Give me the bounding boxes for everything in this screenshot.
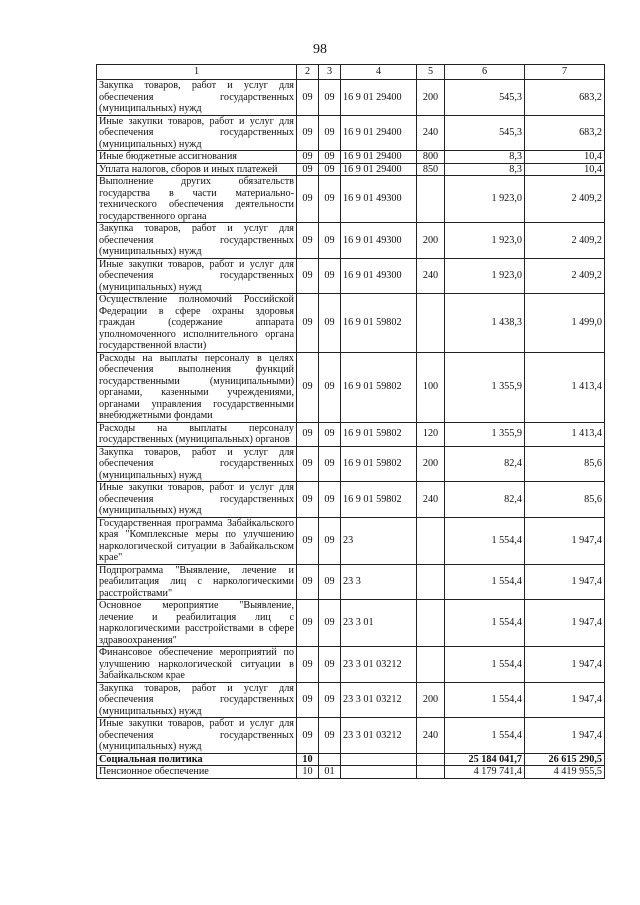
cell-section: 09 [297, 422, 319, 446]
cell-name: Социальная политика [97, 753, 297, 766]
table-row [97, 517, 605, 564]
cell-amount-year2: 10,4 [525, 163, 605, 176]
table-row [97, 600, 605, 647]
cell-subsection: 09 [319, 446, 341, 482]
cell-expense-type: 240 [417, 482, 445, 518]
cell-amount-year2: 2 409,2 [525, 258, 605, 294]
cell-subsection: 09 [319, 151, 341, 164]
cell-expense-type [417, 564, 445, 600]
table-row [97, 163, 605, 176]
cell-expense-type: 240 [417, 115, 445, 151]
cell-subsection: 09 [319, 482, 341, 518]
cell-target-code: 23 3 01 03212 [341, 647, 417, 683]
page-number: 98 [313, 42, 327, 57]
cell-target-code: 16 9 01 29400 [341, 80, 417, 116]
cell-section: 09 [297, 718, 319, 754]
header-row [97, 65, 605, 80]
cell-section: 09 [297, 151, 319, 164]
cell-amount-year1: 4 179 741,4 [445, 766, 525, 779]
cell-expense-type: 120 [417, 422, 445, 446]
cell-section: 09 [297, 600, 319, 647]
header-cell: 2 [297, 65, 319, 80]
cell-target-code: 16 9 01 49300 [341, 176, 417, 223]
cell-section: 09 [297, 223, 319, 259]
cell-target-code: 23 3 01 [341, 600, 417, 647]
cell-expense-type: 850 [417, 163, 445, 176]
cell-name: Осуществление полномочий Российской Федерации в сфере охраны здоровья граждан (содержание аппарата уполномоченного исполнительного органа государственной власти) [97, 294, 297, 353]
cell-amount-year1: 545,3 [445, 80, 525, 116]
cell-amount-year1: 82,4 [445, 482, 525, 518]
cell-target-code: 16 9 01 49300 [341, 223, 417, 259]
cell-expense-type [417, 753, 445, 766]
header-cell: 7 [525, 65, 605, 80]
cell-expense-type: 240 [417, 718, 445, 754]
cell-subsection: 09 [319, 600, 341, 647]
table-row [97, 753, 605, 766]
cell-expense-type [417, 766, 445, 779]
cell-amount-year1: 1 554,4 [445, 718, 525, 754]
cell-subsection: 09 [319, 223, 341, 259]
cell-name: Иные закупки товаров, работ и услуг для обеспечения государственных (муниципальных) нужд [97, 115, 297, 151]
cell-section: 09 [297, 647, 319, 683]
cell-target-code: 16 9 01 29400 [341, 163, 417, 176]
cell-subsection: 09 [319, 294, 341, 353]
cell-name: Иные бюджетные ассигнования [97, 151, 297, 164]
cell-section: 09 [297, 163, 319, 176]
cell-amount-year2: 1 413,4 [525, 422, 605, 446]
cell-target-code [341, 753, 417, 766]
cell-amount-year1: 1 554,4 [445, 682, 525, 718]
cell-name: Расходы на выплаты персоналу государственных (муниципальных) органов [97, 422, 297, 446]
table-row [97, 446, 605, 482]
cell-section: 09 [297, 446, 319, 482]
cell-subsection: 01 [319, 766, 341, 779]
cell-amount-year2: 10,4 [525, 151, 605, 164]
cell-target-code: 16 9 01 59802 [341, 446, 417, 482]
table-row [97, 258, 605, 294]
cell-target-code: 16 9 01 49300 [341, 258, 417, 294]
cell-subsection: 09 [319, 352, 341, 422]
cell-amount-year2: 1 947,4 [525, 564, 605, 600]
table-row [97, 766, 605, 779]
cell-name: Выполнение других обязательств государства в части материально-технического обеспечения деятельности государственного органа [97, 176, 297, 223]
cell-target-code: 16 9 01 59802 [341, 352, 417, 422]
cell-section: 09 [297, 176, 319, 223]
cell-name: Расходы на выплаты персоналу в целях обеспечения выполнения функций государственными (муниципальными) органами, казенными учреждениями, органами управления государственными внебюджетными фондами [97, 352, 297, 422]
cell-subsection: 09 [319, 682, 341, 718]
table-row [97, 422, 605, 446]
header-cell: 1 [97, 65, 297, 80]
cell-subsection: 09 [319, 80, 341, 116]
header-cell: 6 [445, 65, 525, 80]
cell-amount-year1: 545,3 [445, 115, 525, 151]
cell-target-code: 23 3 [341, 564, 417, 600]
cell-section: 10 [297, 753, 319, 766]
cell-amount-year2: 85,6 [525, 446, 605, 482]
cell-target-code: 16 9 01 59802 [341, 294, 417, 353]
cell-name: Закупка товаров, работ и услуг для обеспечения государственных (муниципальных) нужд [97, 80, 297, 116]
cell-amount-year2: 683,2 [525, 80, 605, 116]
cell-section: 09 [297, 294, 319, 353]
cell-name: Финансовое обеспечение мероприятий по улучшению наркологической ситуации в Забайкальском крае [97, 647, 297, 683]
cell-expense-type [417, 647, 445, 683]
cell-amount-year1: 1 438,3 [445, 294, 525, 353]
cell-subsection: 09 [319, 647, 341, 683]
cell-expense-type: 200 [417, 223, 445, 259]
cell-section: 09 [297, 115, 319, 151]
table-row [97, 482, 605, 518]
cell-name: Подпрограмма "Выявление, лечение и реабилитация лиц с наркологическими расстройствами" [97, 564, 297, 600]
cell-amount-year2: 85,6 [525, 482, 605, 518]
table-row [97, 682, 605, 718]
cell-amount-year1: 1 554,4 [445, 600, 525, 647]
cell-target-code: 23 3 01 03212 [341, 718, 417, 754]
table-row [97, 80, 605, 116]
cell-subsection [319, 753, 341, 766]
cell-amount-year2: 4 419 955,5 [525, 766, 605, 779]
cell-name: Закупка товаров, работ и услуг для обеспечения государственных (муниципальных) нужд [97, 223, 297, 259]
cell-amount-year1: 1 923,0 [445, 223, 525, 259]
cell-subsection: 09 [319, 517, 341, 564]
budget-table [96, 64, 605, 779]
cell-section: 09 [297, 352, 319, 422]
cell-section: 09 [297, 482, 319, 518]
cell-amount-year2: 683,2 [525, 115, 605, 151]
cell-subsection: 09 [319, 176, 341, 223]
cell-amount-year1: 1 923,0 [445, 258, 525, 294]
cell-target-code: 16 9 01 29400 [341, 151, 417, 164]
cell-amount-year2: 1 947,4 [525, 517, 605, 564]
cell-expense-type: 100 [417, 352, 445, 422]
header-cell: 5 [417, 65, 445, 80]
cell-name: Иные закупки товаров, работ и услуг для обеспечения государственных (муниципальных) нужд [97, 718, 297, 754]
table-row [97, 564, 605, 600]
table-row [97, 718, 605, 754]
cell-amount-year1: 25 184 041,7 [445, 753, 525, 766]
cell-amount-year1: 1 923,0 [445, 176, 525, 223]
cell-amount-year1: 82,4 [445, 446, 525, 482]
cell-expense-type [417, 294, 445, 353]
cell-target-code [341, 766, 417, 779]
cell-amount-year1: 1 554,4 [445, 564, 525, 600]
cell-name: Закупка товаров, работ и услуг для обеспечения государственных (муниципальных) нужд [97, 682, 297, 718]
cell-expense-type: 200 [417, 80, 445, 116]
cell-name: Иные закупки товаров, работ и услуг для обеспечения государственных (муниципальных) нужд [97, 258, 297, 294]
cell-subsection: 09 [319, 115, 341, 151]
cell-name: Пенсионное обеспечение [97, 766, 297, 779]
cell-subsection: 09 [319, 258, 341, 294]
cell-amount-year1: 1 355,9 [445, 352, 525, 422]
cell-expense-type: 800 [417, 151, 445, 164]
cell-name: Закупка товаров, работ и услуг для обеспечения государственных (муниципальных) нужд [97, 446, 297, 482]
cell-expense-type: 200 [417, 446, 445, 482]
cell-name: Иные закупки товаров, работ и услуг для обеспечения государственных (муниципальных) нужд [97, 482, 297, 518]
cell-target-code: 23 3 01 03212 [341, 682, 417, 718]
cell-subsection: 09 [319, 163, 341, 176]
cell-amount-year2: 1 413,4 [525, 352, 605, 422]
cell-amount-year2: 1 947,4 [525, 682, 605, 718]
cell-section: 09 [297, 258, 319, 294]
table-row [97, 294, 605, 353]
header-cell: 4 [341, 65, 417, 80]
cell-amount-year2: 1 947,4 [525, 718, 605, 754]
table-row [97, 647, 605, 683]
table-row [97, 151, 605, 164]
cell-expense-type: 200 [417, 682, 445, 718]
cell-target-code: 16 9 01 29400 [341, 115, 417, 151]
cell-amount-year2: 2 409,2 [525, 176, 605, 223]
table-row [97, 176, 605, 223]
cell-name: Уплата налогов, сборов и иных платежей [97, 163, 297, 176]
cell-amount-year1: 8,3 [445, 151, 525, 164]
table-row [97, 223, 605, 259]
cell-section: 09 [297, 564, 319, 600]
cell-amount-year2: 1 947,4 [525, 647, 605, 683]
cell-expense-type: 240 [417, 258, 445, 294]
cell-name: Основное мероприятие "Выявление, лечение и реабилитация лиц с наркологическими расстройствами в сфере здравоохранения" [97, 600, 297, 647]
cell-target-code: 23 [341, 517, 417, 564]
cell-expense-type [417, 176, 445, 223]
cell-amount-year1: 1 355,9 [445, 422, 525, 446]
cell-amount-year1: 8,3 [445, 163, 525, 176]
cell-amount-year1: 1 554,4 [445, 517, 525, 564]
cell-target-code: 16 9 01 59802 [341, 482, 417, 518]
cell-section: 10 [297, 766, 319, 779]
cell-amount-year1: 1 554,4 [445, 647, 525, 683]
cell-amount-year2: 1 499,0 [525, 294, 605, 353]
cell-section: 09 [297, 80, 319, 116]
cell-target-code: 16 9 01 59802 [341, 422, 417, 446]
cell-subsection: 09 [319, 564, 341, 600]
cell-expense-type [417, 517, 445, 564]
cell-subsection: 09 [319, 422, 341, 446]
cell-expense-type [417, 600, 445, 647]
cell-subsection: 09 [319, 718, 341, 754]
table-row [97, 115, 605, 151]
cell-amount-year2: 26 615 290,5 [525, 753, 605, 766]
header-cell: 3 [319, 65, 341, 80]
cell-section: 09 [297, 682, 319, 718]
cell-name: Государственная программа Забайкальского края "Комплексные меры по улучшению наркологической ситуации в Забайкальском крае" [97, 517, 297, 564]
cell-amount-year2: 2 409,2 [525, 223, 605, 259]
cell-section: 09 [297, 517, 319, 564]
table-row [97, 352, 605, 422]
cell-amount-year2: 1 947,4 [525, 600, 605, 647]
